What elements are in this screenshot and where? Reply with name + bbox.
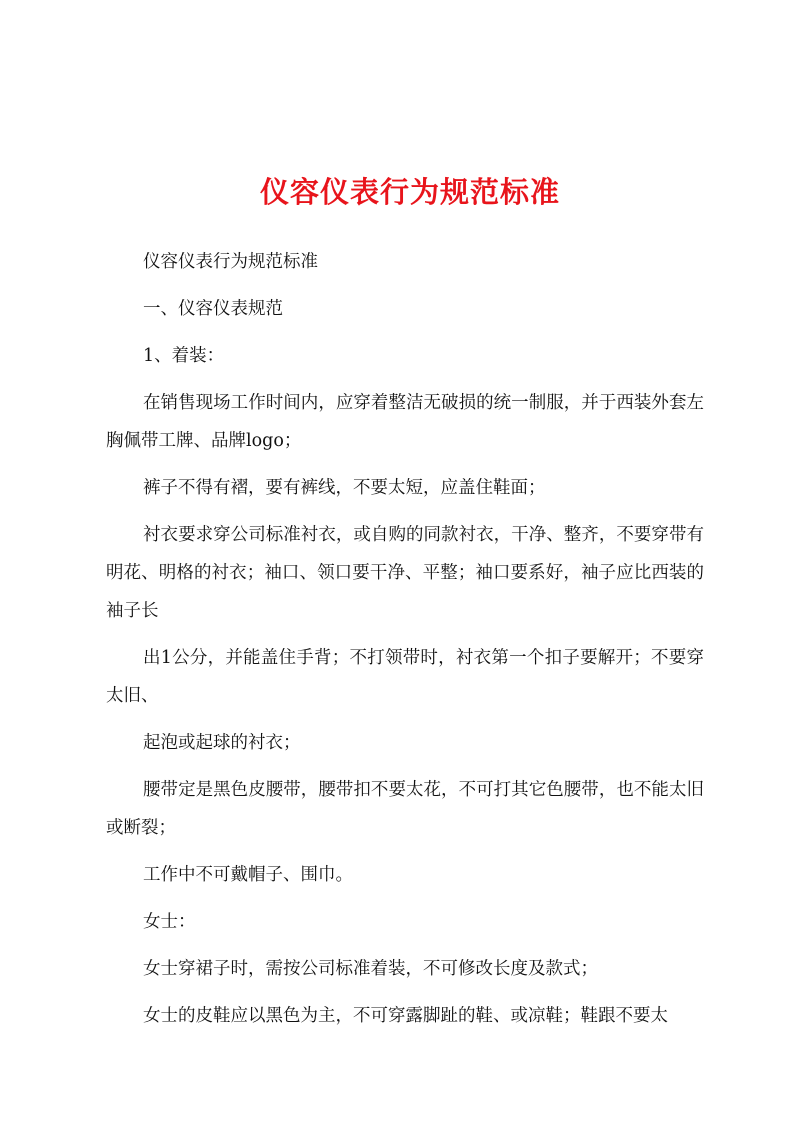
paragraph: 女士： [143,912,196,932]
paragraph: 起泡或起球的衬衣； [143,733,301,753]
document-title: 仪容仪表行为规范标准 [259,175,560,209]
paragraph: 女士的皮鞋应以黑色为主，不可穿露脚趾的鞋、或凉鞋；鞋跟不要太 [143,1006,668,1026]
paragraph: 腰带定是黑色皮腰带，腰带扣不要太花，不可打其它色腰带，也不能太旧或断裂； [106,780,704,838]
document-body [106,243,704,1035]
paragraph: 裤子不得有褶，要有裤线，不要太短，应盖住鞋面； [143,478,546,498]
paragraph: 仪容仪表行为规范标准 [143,252,318,272]
paragraph: 在销售现场工作时间内，应穿着整洁无破损的统一制服，并于西装外套左胸佩带工牌、品牌logo； [106,393,704,451]
paragraph: 女士穿裙子时，需按公司标准着装，不可修改长度及款式； [143,959,598,979]
paragraph: 工作中不可戴帽子、围巾。 [143,865,353,885]
paragraph: 出1公分，并能盖住手背；不打领带时，衬衣第一个扣子要解开；不要穿太旧、 [106,648,704,706]
paragraph: 1、着装： [143,346,225,366]
paragraph: 一、仪容仪表规范 [143,299,283,319]
paragraph: 衬衣要求穿公司标准衬衣，或自购的同款衬衣，干净、整齐，不要穿带有明花、明格的衬衣；袖口、领口要干净、平整；袖口要系好，袖子应比西装的袖子长 [106,525,704,621]
